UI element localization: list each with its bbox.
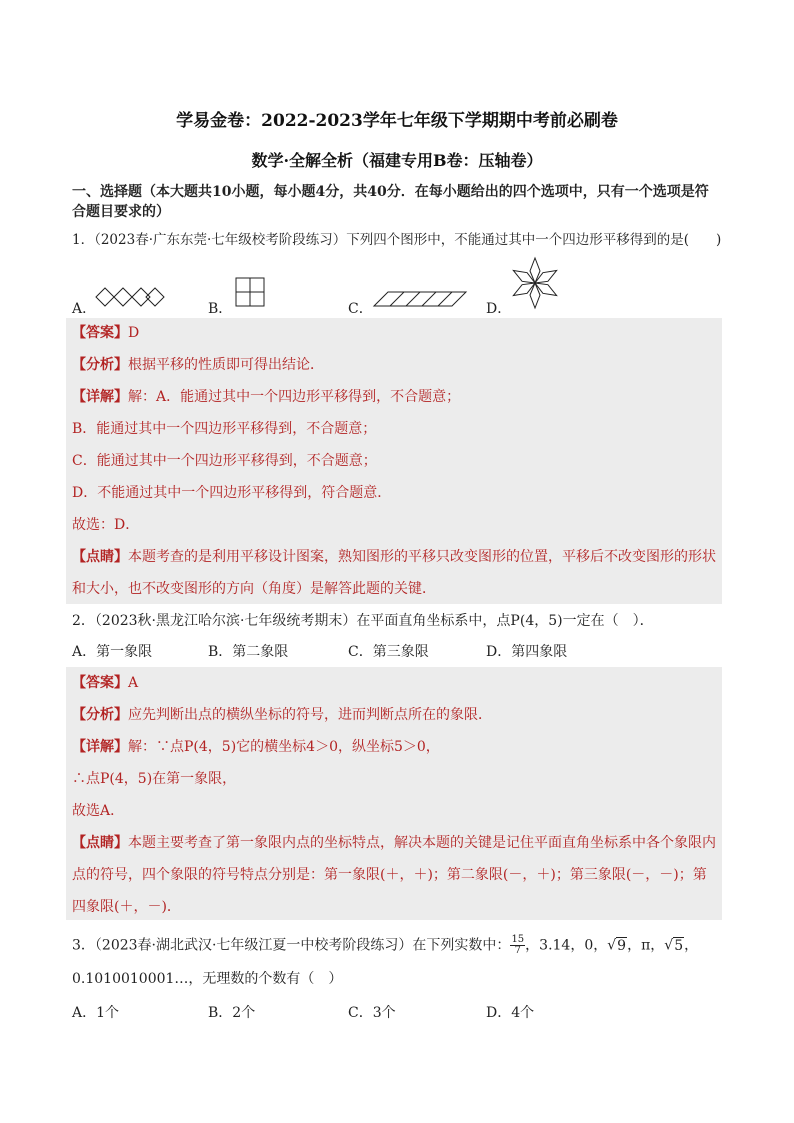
q1-detail-line3: C．能通过其中一个四边形平移得到，不合题意； [72,453,377,469]
q2-comment-tag: 【点睛】 [72,835,128,851]
q3-stem-line1 [72,935,732,956]
q2-detail-text: 解：∵点P(4，5)它的横坐标4＞0，纵坐标5＞0， [128,739,440,755]
section-heading-line1: 一、选择题（本大题共10小题，每小题4分，共40分．在每小题给出的四个选项中，只有一个选项是符 [72,184,709,200]
q1-comment-tag: 【点睛】 [72,549,128,565]
q1-figure-b-grid-square [234,276,268,308]
q3-stem-prefix: 3．（2023春·湖北武汉·七年级江夏一中校考阶段练习）在下列实数中： [72,937,511,954]
q1-comment-line1 [72,547,732,567]
q2-detail-line2: ∴点P(4，5)在第一象限， [72,771,237,787]
q3-stem-mid2: ，π，√ [627,937,674,954]
q2-detail-tag: 【详解】 [72,739,128,755]
q3-sqrt-9: 9 [617,937,627,954]
q1-option-a-label: A． [72,301,97,317]
q3-option-c: C．3个 [348,1005,396,1021]
q1-analysis-text: 根据平移的性质即可得出结论． [128,357,324,373]
q1-stem: 1．（2023春·广东东莞·七年级校考阶段练习）下列四个图形中，不能通过其中一个四边形平移得到的是( ) [72,232,722,248]
q1-detail-line4: D．不能通过其中一个四边形平移得到，符合题意． [72,485,392,501]
q2-option-d: D．第四象限 [486,644,568,660]
q1-comment-line2: 和大小，也不改变图形的方向（角度）是解答此题的关键． [72,581,436,597]
q2-comment-line3: 四象限(＋，－)． [72,899,181,915]
q1-detail-text: 解：A．能通过其中一个四边形平移得到，不合题意； [128,389,461,405]
q2-comment-line2: 点的符号，四个象限的符号特点分别是：第一象限(＋，＋)；第二象限(－，＋)；第三象限(－，－)；第 [72,867,707,883]
q1-detail-line2: B．能通过其中一个四边形平移得到，不合题意； [72,421,377,437]
q2-detail-line1 [72,737,732,757]
q3-fraction [510,935,525,956]
q1-detail-line5: 故选：D． [72,517,140,533]
q1-answer-value: D [128,325,140,341]
q2-answer [72,673,732,693]
q3-stem-end: ， [684,937,699,954]
q2-analysis-text: 应先判断出点的横纵坐标的符号，进而判断点所在的象限． [128,707,492,723]
q3-stem-line2: 0.1010010001…，无理数的个数有（ ） [72,971,343,987]
q2-answer-value: A [128,675,139,691]
q2-answer-tag: 【答案】 [72,675,128,691]
q3-fraction-denominator: 7 [514,945,521,956]
q1-analysis [72,355,732,375]
q2-stem: 2．（2023秋·黑龙江哈尔滨·七年级统考期末）在平面直角坐标系中，点P(4，5)一定在（ ）． [72,613,654,629]
q1-option-b-label: B． [208,301,233,317]
section-heading-line2: 合题目要求的） [72,204,170,220]
q1-answer-tag: 【答案】 [72,325,128,341]
q2-detail-line3: 故选A． [72,803,125,819]
q3-stem-mid: ，3.14，0，√ [525,937,617,954]
q1-detail-line1 [72,387,732,407]
q3-fraction-numerator: 15 [511,934,525,945]
page-subtitle: 数学·全解全析（福建专用B卷：压轴卷） [251,151,543,170]
page-title: 学易金卷：2022-2023学年七年级下学期期中考前必刷卷 [176,111,618,131]
q3-option-a: A．1个 [72,1005,120,1021]
q3-option-d: D．4个 [486,1005,535,1021]
q1-figure-a-rhombus-chain [94,286,166,308]
q2-comment-text: 本题主要考查了第一象限内点的坐标特点，解决本题的关键是记住平面直角坐标系中各个象限内 [128,835,716,851]
q1-detail-tag: 【详解】 [72,389,128,405]
q1-figure-c-parallelograms [372,290,468,308]
q1-analysis-tag: 【分析】 [72,357,128,373]
q1-option-d-label: D． [486,301,512,317]
q1-figure-d-rotated-rhombi [508,256,562,310]
q2-option-b: B．第二象限 [208,644,289,660]
q2-analysis [72,705,732,725]
q3-option-b: B．2个 [208,1005,256,1021]
q3-sqrt-5: 5 [674,937,684,954]
q1-answer [72,323,732,343]
q1-option-c-label: C． [348,301,373,317]
q1-comment-text: 本题考查的是利用平移设计图案，熟知图形的平移只改变图形的位置，平移后不改变图形的形状 [128,549,716,565]
q2-comment-line1 [72,833,732,853]
q2-analysis-tag: 【分析】 [72,707,128,723]
q2-option-a: A．第一象限 [72,644,153,660]
q2-option-c: C．第三象限 [348,644,429,660]
